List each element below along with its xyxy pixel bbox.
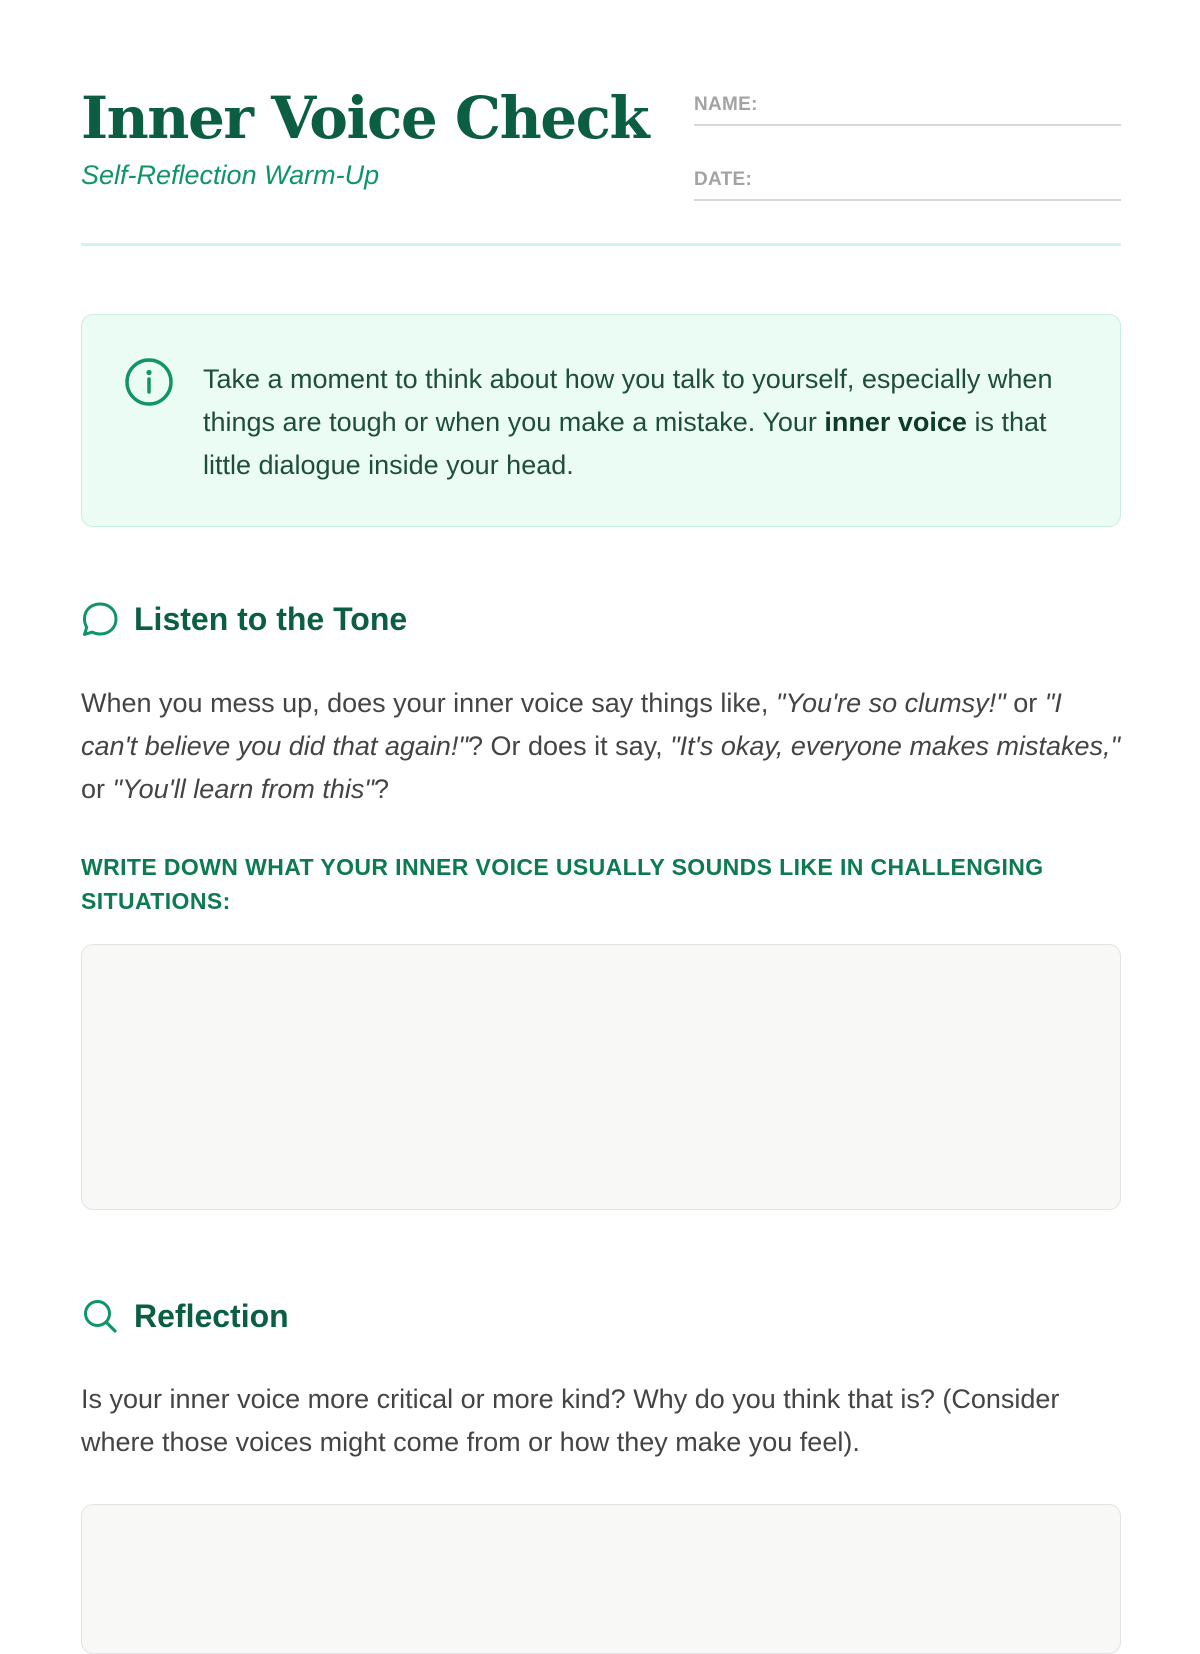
speech-bubble-icon xyxy=(81,600,119,638)
name-field[interactable] xyxy=(694,94,1121,126)
info-icon xyxy=(124,357,174,407)
page-subtitle: Self-Reflection Warm-Up xyxy=(81,160,380,190)
header-divider xyxy=(81,243,1121,246)
reflection-section-title: Reflection xyxy=(134,1298,289,1334)
reflection-answer-box[interactable] xyxy=(81,1504,1121,1654)
page-title: Inner Voice Check xyxy=(81,84,649,152)
inner-voice-term: inner voice xyxy=(824,407,967,437)
tone-section-body: When you mess up, does your inner voice say things like, "You're so clumsy!" or "I can't believe you did that again!"? Or does it say, "It's okay, everyone makes mistakes," or "You'll learn from this"? xyxy=(81,688,1121,804)
tone-answer-box[interactable] xyxy=(81,944,1121,1210)
reflection-section-body: Is your inner voice more critical or more kind? Why do you think that is? (Consider where those voices might come from or how they make you feel). xyxy=(81,1384,1060,1457)
date-field[interactable] xyxy=(694,169,1121,201)
intro-callout xyxy=(81,314,1121,527)
search-icon xyxy=(81,1297,119,1335)
date-label: DATE: xyxy=(694,169,753,190)
intro-text: Take a moment to think about how you talk to yourself, especially when things are tough or when you make a mistake. Your inner voice is that little dialogue inside your head. xyxy=(203,364,1053,480)
tone-section-title: Listen to the Tone xyxy=(134,601,408,637)
tone-writing-prompt: WRITE DOWN WHAT YOUR INNER VOICE USUALLY SOUNDS LIKE IN CHALLENGING SITUATIONS: xyxy=(81,854,1044,914)
name-label: NAME: xyxy=(694,94,758,115)
